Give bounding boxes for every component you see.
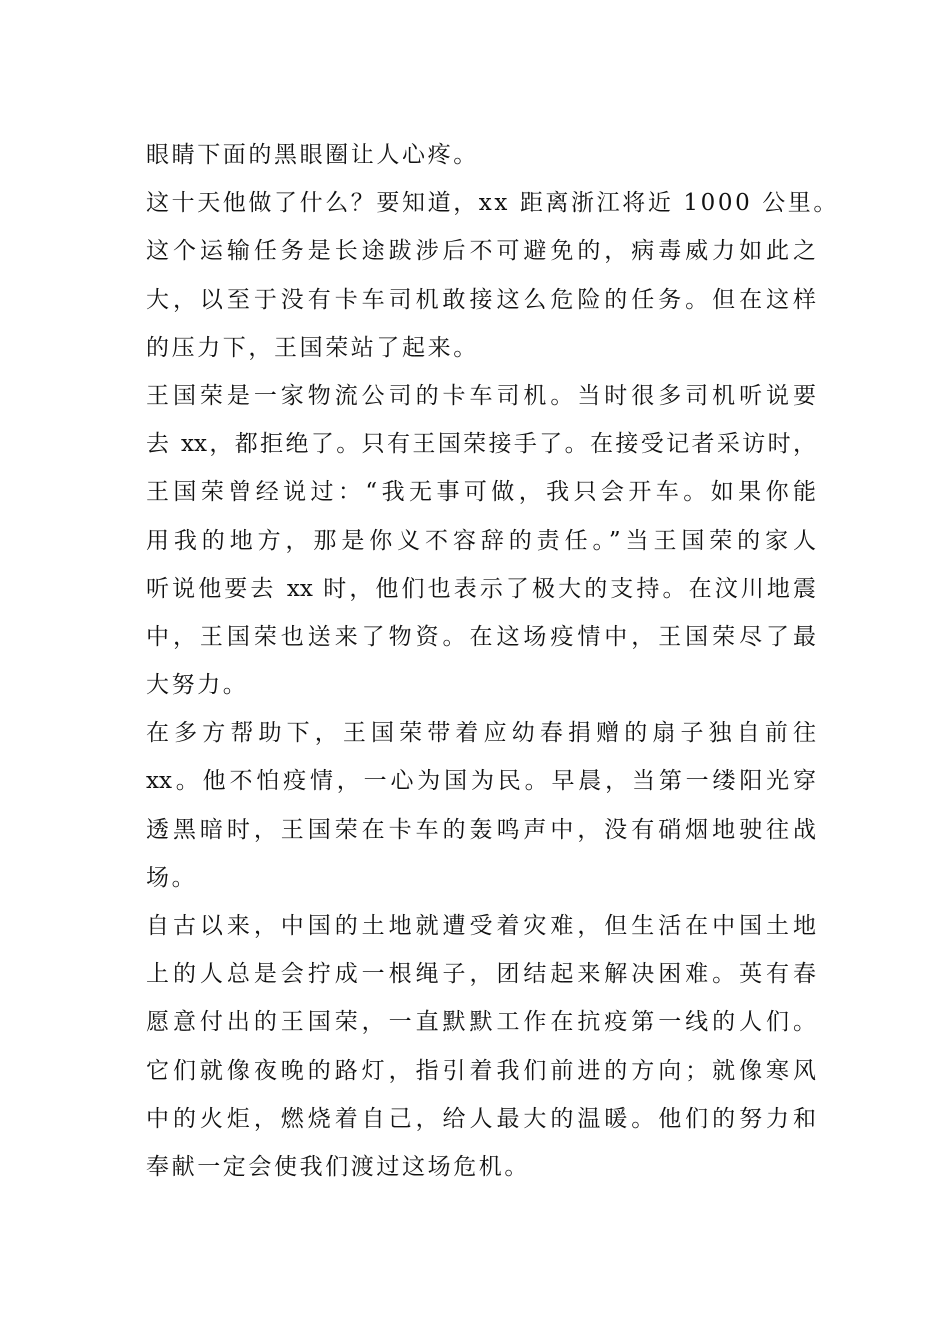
text-line: 中，王国荣也送来了物资。在这场疫情中，王国荣尽了最 [146, 623, 816, 650]
text-line: 用我的地方，那是你义不容辞的责任。”当王国荣的家人 [146, 527, 816, 554]
text-line: 它们就像夜晚的路灯，指引着我们前进的方向；就像寒风 [146, 1057, 816, 1084]
text-line: 愿意付出的王国荣，一直默默工作在抗疫第一线的人们。 [146, 1009, 816, 1036]
text-line: 的压力下，王国荣站了起来。 [146, 334, 479, 361]
text-line: 自古以来，中国的土地就遭受着灾难，但生活在中国土地 [146, 913, 816, 939]
text-line: 上的人总是会拧成一根绳子，团结起来解决困难。英有春 [146, 961, 816, 988]
text-line: 王国荣曾经说过：“我无事可做，我只会开车。如果你能 [146, 479, 816, 506]
text-line: 中的火炬，燃烧着自己，给人最大的温暖。他们的努力和 [146, 1105, 816, 1132]
text-line: 大，以至于没有卡车司机敢接这么危险的任务。但在这样 [146, 286, 816, 313]
text-line: 场。 [146, 864, 198, 891]
text-line: 这个运输任务是长途跋涉后不可避免的，病毒威力如此之 [146, 238, 816, 265]
document-body [146, 131, 840, 1191]
text-line: 大努力。 [146, 672, 249, 699]
text-line: 透黑暗时，王国荣在卡车的轰鸣声中，没有硝烟地驶往战 [146, 816, 816, 843]
text-line: 听说他要去 xx 时，他们也表示了极大的支持。在汶川地震 [146, 575, 816, 602]
text-line: 在多方帮助下，王国荣带着应幼春捐赠的扇子独自前往 [146, 720, 816, 747]
text-line: 王国荣是一家物流公司的卡车司机。当时很多司机听说要 [146, 382, 816, 409]
text-line: xx。他不怕疫情，一心为国为民。早晨，当第一缕阳光穿 [146, 768, 816, 795]
text-line: 眼睛下面的黑眼圈让人心疼。 [146, 142, 479, 168]
text-line: 这十天他做了什么？要知道，xx 距离浙江将近 1000 公里。 [146, 190, 840, 217]
text-line: 奉献一定会使我们渡过这场危机。 [146, 1153, 530, 1180]
text-line: 去 xx，都拒绝了。只有王国荣接手了。在接受记者采访时， [146, 431, 816, 458]
